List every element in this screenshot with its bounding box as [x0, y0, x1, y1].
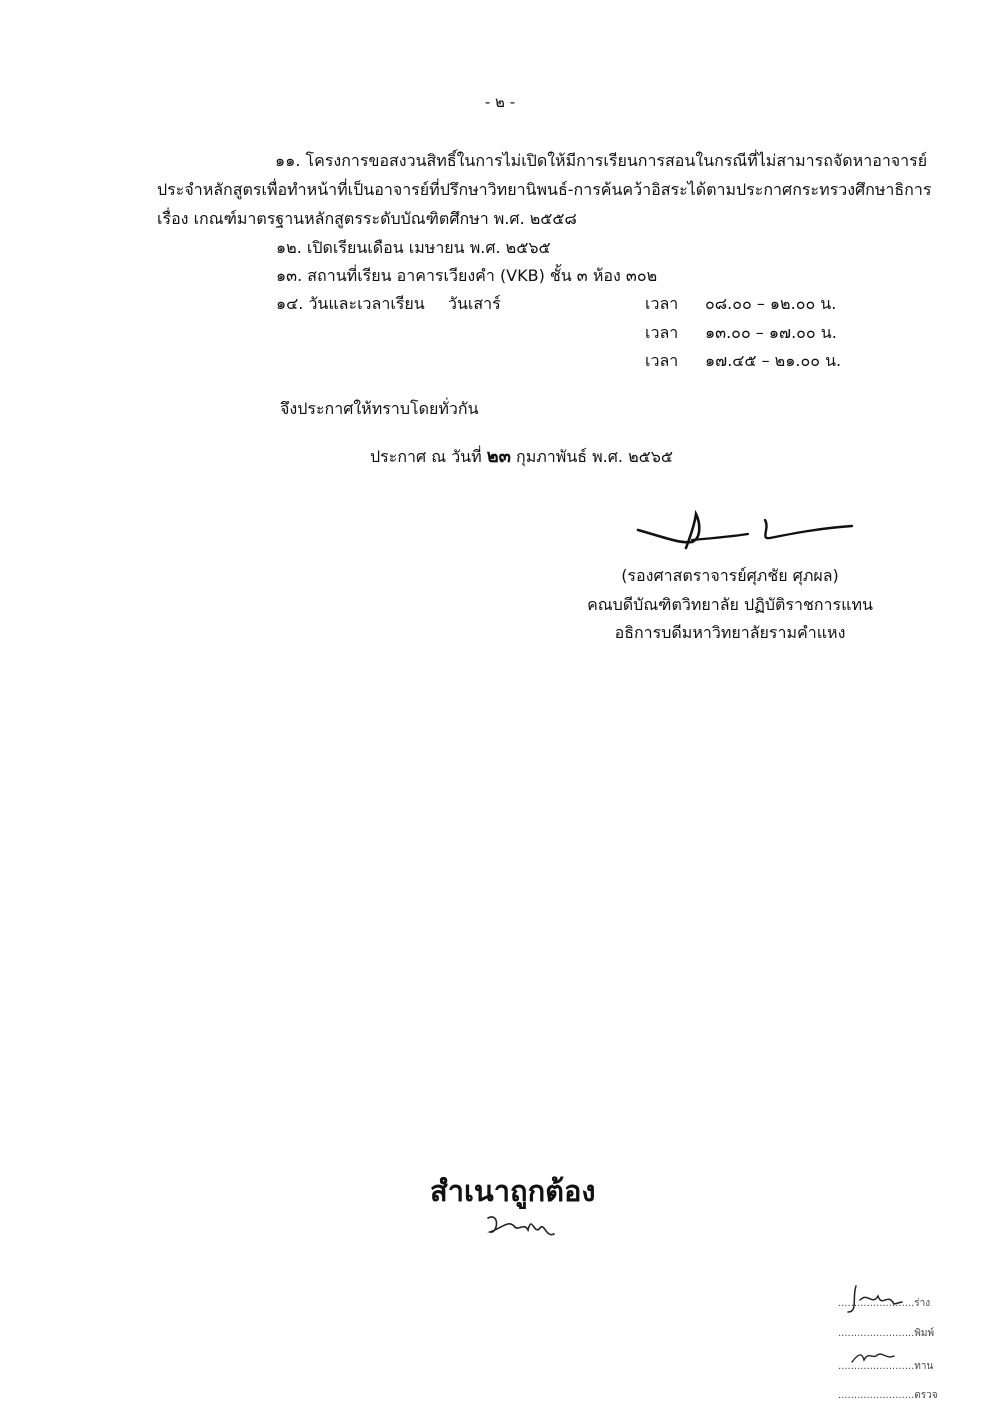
announcement-date-prefix: ประกาศ ณ วันที่: [370, 447, 482, 466]
schedule-time-row: [645, 351, 841, 371]
certified-initials-scribble: [484, 1208, 564, 1244]
announcement-date-suffix: กุมภาพันธ์ พ.ศ. ๒๕๖๕: [516, 447, 673, 466]
item-14-label: ๑๔. วันและเวลาเรียน: [276, 294, 425, 313]
item-11-line-3: เรื่อง เกณฑ์มาตรฐานหลักสูตรระดับบัณฑิตศึกษา พ.ศ. ๒๕๕๘: [157, 209, 577, 228]
item-13-study-location: ๑๓. สถานที่เรียน อาคารเวียงคำ (VKB) ชั้น ๓ ห้อง ๓๐๒: [276, 266, 658, 285]
signature-scribble: [630, 508, 860, 558]
footer-dots: ........................: [838, 1361, 915, 1372]
footer-checked-line: [838, 1388, 938, 1403]
time-range: ๑๓.๐๐ – ๑๗.๐๐ น.: [705, 323, 837, 342]
announcement-date-day: ๒๓: [486, 446, 511, 467]
footer-initials-scribble: [838, 1282, 931, 1372]
footer-label: ตรวจ: [914, 1390, 938, 1401]
time-range: ๐๘.๐๐ – ๑๒.๐๐ น.: [705, 294, 837, 313]
footer-dots: ........................: [838, 1298, 915, 1309]
footer-label: ทาน: [914, 1361, 934, 1372]
closing-statement: จึงประกาศให้ทราบโดยทั่วกัน: [280, 399, 479, 418]
time-label: เวลา: [645, 351, 679, 370]
item-11-line-2: ประจำหลักสูตรเพื่อทำหน้าที่เป็นอาจารย์ที่ปรึกษาวิทยานิพนธ์-การค้นคว้าอิสระได้ตามประกาศกระทรวงศึกษาธิการ: [157, 180, 932, 199]
item-11-line-1: ๑๑. โครงการขอสงวนสิทธิ์ในการไม่เปิดให้มีการเรียนการสอนในกรณีที่ไม่สามารถจัดหาอาจารย์: [275, 151, 928, 170]
footer-label: ร่าง: [914, 1298, 931, 1309]
schedule-time-row: [645, 323, 837, 343]
footer-label: พิมพ์: [914, 1328, 935, 1339]
page-number: - ๒ -: [484, 93, 516, 111]
schedule-time-row: [645, 294, 836, 314]
certified-copy-stamp: สำเนาถูกต้อง: [430, 1174, 596, 1208]
time-range: ๑๗.๔๕ – ๒๑.๐๐ น.: [705, 351, 842, 370]
time-label: เวลา: [645, 294, 679, 313]
item-12-start-month: ๑๒. เปิดเรียนเดือน เมษายน พ.ศ. ๒๕๖๕: [276, 238, 551, 257]
time-label: เวลา: [645, 323, 679, 342]
signer-title: คณบดีบัณฑิตวิทยาลัย ปฏิบัติราชการแทน: [587, 595, 873, 614]
footer-dots: ........................: [838, 1390, 915, 1401]
signer-name: (รองศาสตราจารย์ศุภชัย ศุภผล): [621, 566, 839, 585]
item-14-day: วันเสาร์: [448, 294, 501, 313]
footer-dots: ........................: [838, 1328, 915, 1339]
signer-organization: อธิการบดีมหาวิทยาลัยรามคำแหง: [614, 623, 846, 642]
announcement-date: [370, 447, 673, 467]
